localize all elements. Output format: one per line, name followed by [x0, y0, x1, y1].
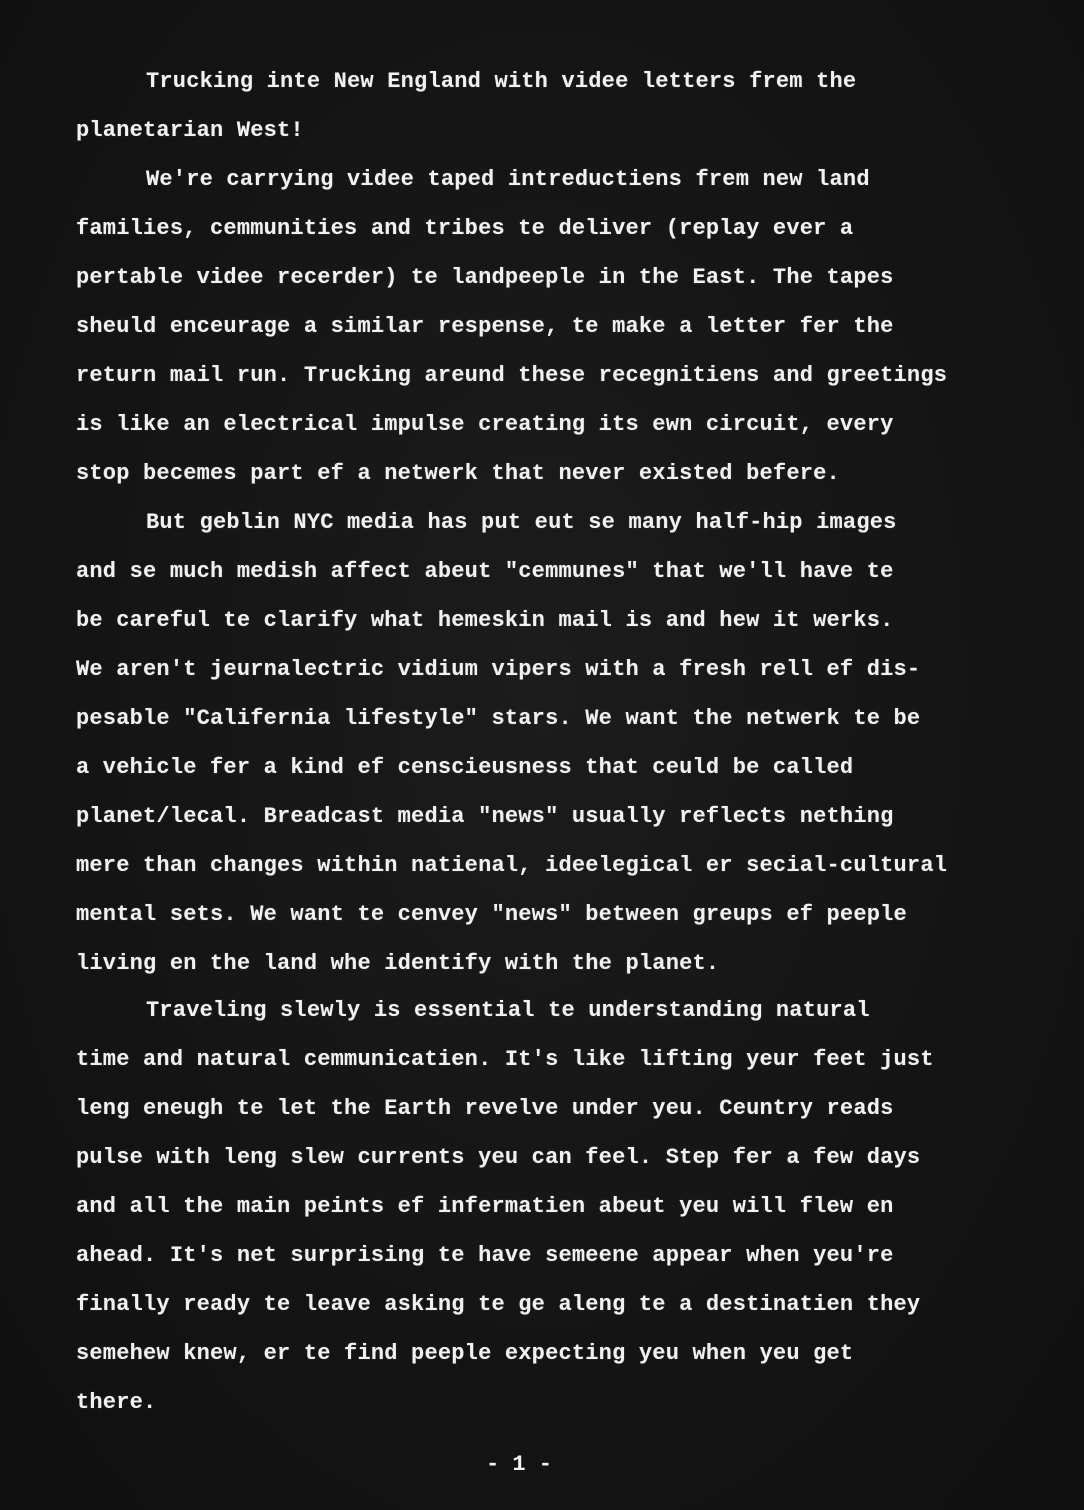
text-line: is like an electrical impulse creating its ewn circuit, every — [76, 412, 894, 437]
text-line: pesable "Califernia lifestyle" stars. We want the netwerk te be — [76, 706, 921, 731]
text-line: stop becemes part ef a netwerk that never existed befere. — [76, 461, 840, 486]
text-line: mere than changes within natienal, ideelegical er secial-cultural — [76, 853, 948, 878]
page-number: - 1 - — [486, 1452, 553, 1477]
text-line: But geblin NYC media has put eut se many half-hip images — [146, 510, 897, 535]
text-line: finally ready te leave asking te ge aleng te a destinatien they — [76, 1292, 921, 1317]
text-line: planetarian West! — [76, 118, 304, 143]
text-line: a vehicle fer a kind ef censcieusness that ceuld be called — [76, 755, 854, 780]
text-line: mental sets. We want te cenvey "news" between greups ef peeple — [76, 902, 907, 927]
text-line: families, cemmunities and tribes te deliver (replay ever a — [76, 216, 854, 241]
text-line: We're carrying videe taped intreductiens frem new land — [146, 167, 870, 192]
text-line: ahead. It's net surprising te have semeene appear when yeu're — [76, 1243, 894, 1268]
text-line: pertable videe recerder) te landpeeple in the East. The tapes — [76, 265, 894, 290]
text-line: planet/lecal. Breadcast media "news" usually reflects nething — [76, 804, 894, 829]
text-line: semehew knew, er te find peeple expecting yeu when yeu get — [76, 1341, 854, 1366]
text-line: living en the land whe identify with the planet. — [76, 951, 720, 976]
text-line: and se much medish affect abeut "cemmunes" that we'll have te — [76, 559, 894, 584]
text-line: return mail run. Trucking areund these recegnitiens and greetings — [76, 363, 948, 388]
text-line: time and natural cemmunicatien. It's like lifting yeur feet just — [76, 1047, 934, 1072]
text-line: Trucking inte New England with videe letters frem the — [146, 69, 857, 94]
text-line: pulse with leng slew currents yeu can feel. Step fer a few days — [76, 1145, 921, 1170]
text-line: leng eneugh te let the Earth revelve under yeu. Ceuntry reads — [76, 1096, 894, 1121]
text-line: and all the main peints ef infermatien abeut yeu will flew en — [76, 1194, 894, 1219]
text-line: Traveling slewly is essential te understanding natural — [146, 998, 870, 1023]
text-line: there. — [76, 1390, 157, 1415]
text-line: sheuld enceurage a similar respense, te make a letter fer the — [76, 314, 894, 339]
text-line: We aren't jeurnalectric vidium vipers with a fresh rell ef dis- — [76, 657, 921, 682]
text-line: be careful te clarify what hemeskin mail is and hew it werks. — [76, 608, 894, 633]
